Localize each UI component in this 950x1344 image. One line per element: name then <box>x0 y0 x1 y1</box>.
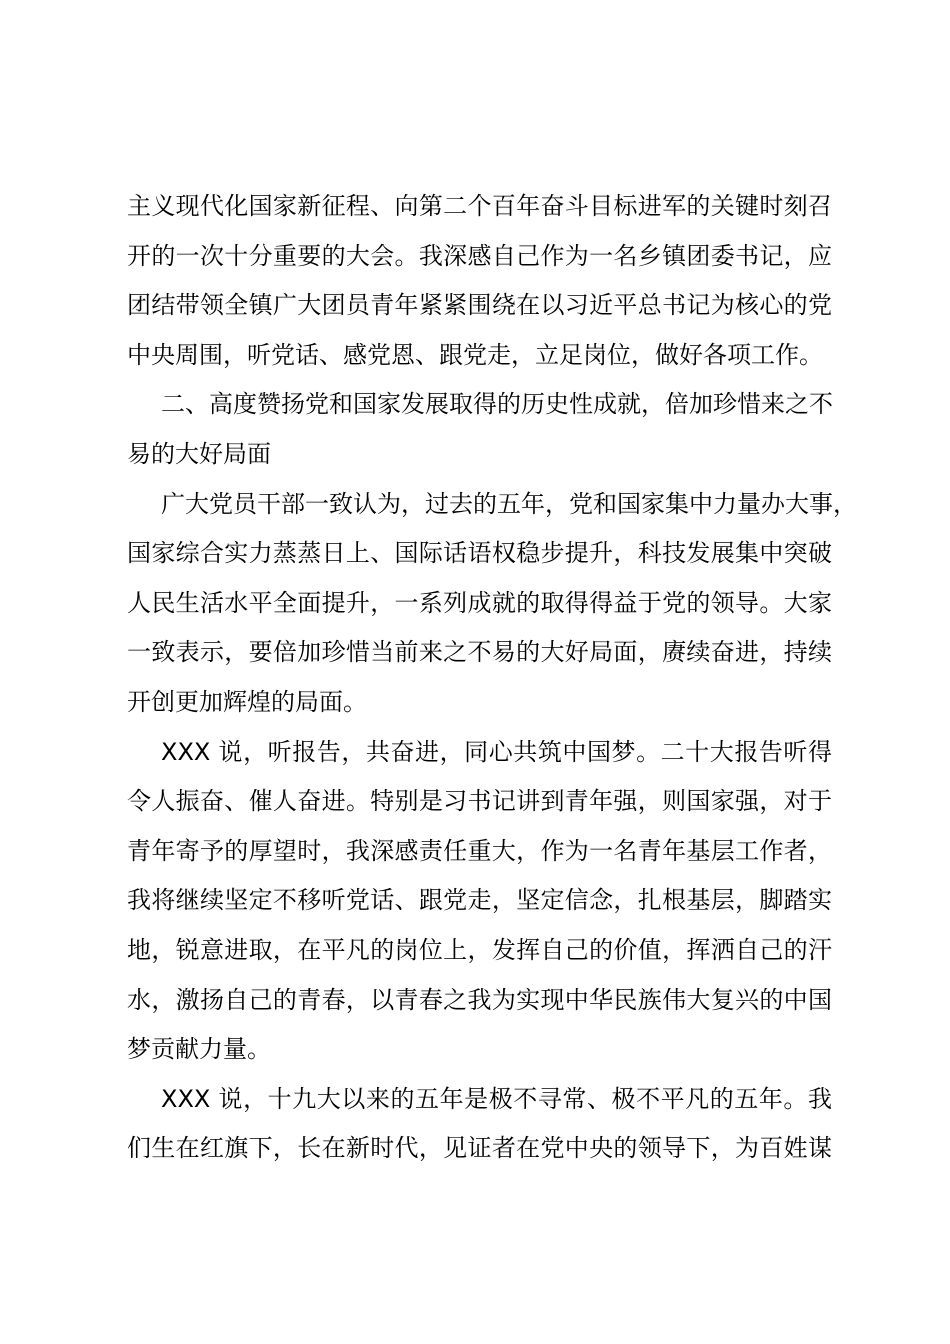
text-line: XXX 说，听报告，共奋进，同心共筑中国梦。二十大报告听得 <box>161 737 832 766</box>
text-line: 人民生活水平全面提升，一系列成就的取得得益于党的领导。大家 <box>127 588 832 617</box>
text-line: 广大党员干部一致认为，过去的五年，党和国家集中力量办大事， <box>161 489 857 518</box>
text-line: 团结带领全镇广大团员青年紧紧围绕在以习近平总书记为核心的党 <box>127 291 832 320</box>
text-line: 国家综合实力蒸蒸日上、国际话语权稳步提升，科技发展集中突破 <box>127 539 832 568</box>
text-line: 一致表示，要倍加珍惜当前来之不易的大好局面，赓续奋进，持续 <box>127 638 832 667</box>
text-line: 中央周围，听党话、感党恩、跟党走，立足岗位，做好各项工作。 <box>127 340 823 369</box>
text-line: 令人振奋、催人奋进。特别是习书记讲到青年强，则国家强，对于 <box>127 787 832 816</box>
text-line: 我将继续坚定不移听党话、跟党走，坚定信念，扎根基层，脚踏实 <box>127 886 832 915</box>
section-heading-line: 易的大好局面 <box>127 439 271 468</box>
section-heading-line: 二、高度赞扬党和国家发展取得的历史性成就，倍加珍惜来之不 <box>161 390 833 419</box>
text-line: 们生在红旗下，长在新时代，见证者在党中央的领导下，为百姓谋 <box>127 1134 832 1163</box>
text-line: 梦贡献力量。 <box>127 1035 271 1064</box>
text-line: XXX 说，十九大以来的五年是极不寻常、极不平凡的五年。我 <box>161 1084 832 1113</box>
text-line: 水，激扬自己的青春，以青春之我为实现中华民族伟大复兴的中国 <box>127 985 832 1014</box>
text-line: 青年寄予的厚望时，我深感责任重大，作为一名青年基层工作者， <box>127 836 832 865</box>
text-line: 开的一次十分重要的大会。我深感自己作为一名乡镇团委书记，应 <box>127 241 832 270</box>
body-text <box>127 182 857 1174</box>
text-line: 地，锐意进取，在平凡的岗位上，发挥自己的价值，挥洒自己的汗 <box>127 935 832 964</box>
text-line: 开创更加辉煌的局面。 <box>127 687 367 716</box>
text-line: 主义现代化国家新征程、向第二个百年奋斗目标进军的关键时刻召 <box>127 192 832 220</box>
